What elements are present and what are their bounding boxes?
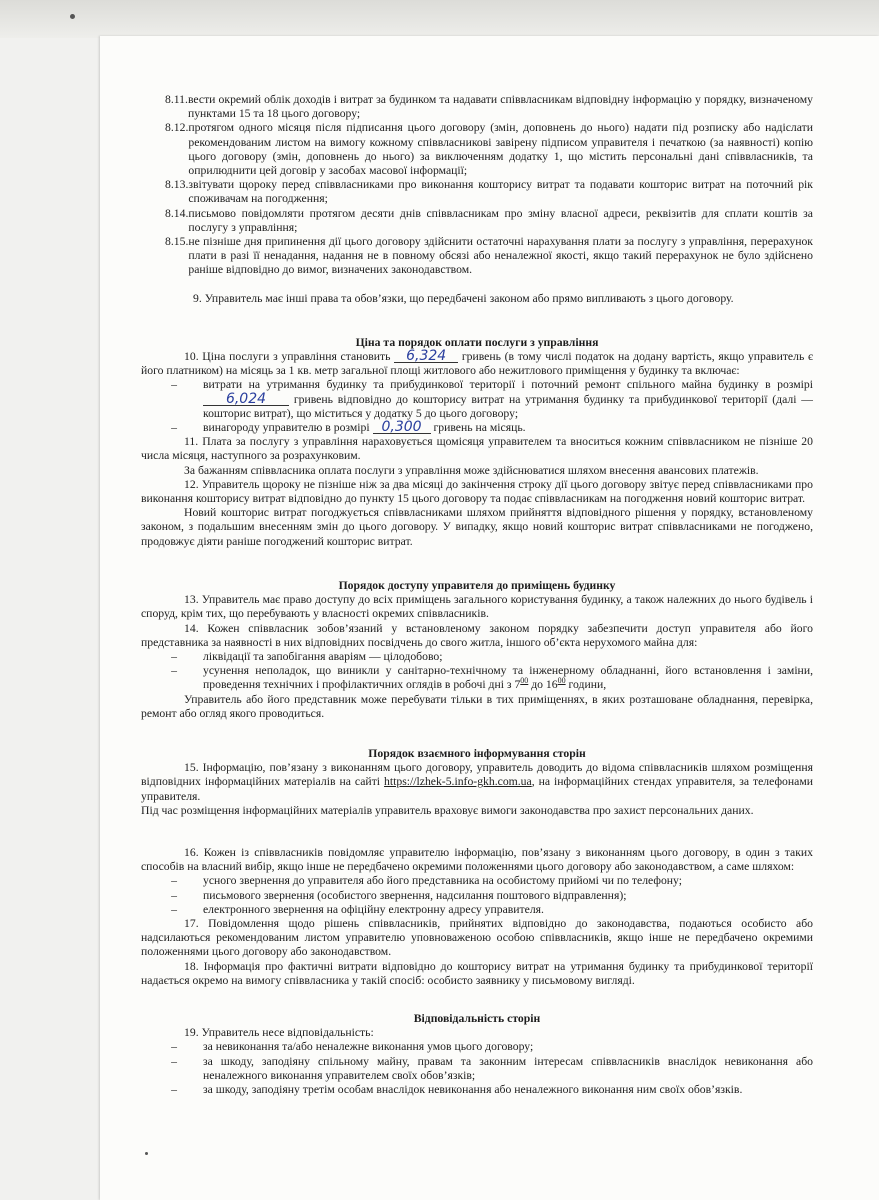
scan-speck (70, 14, 75, 19)
clause-15 (141, 761, 813, 804)
clause-text: протягом одного місяця після підписання цього договору (змін, доповнень до нього) надати під розписку або надіслати рекомендованим листом на вимогу кожному співвласникові завірену підписом управителя і печаткою (за наявності) копію цього договору (змін, доповнень до нього) за виключенням додатку 1, що містить персональні дані співвласників, та оприлюднити цей договір у засобах масової інформації; (188, 121, 813, 178)
clause-11-advance: За бажанням співвласника оплата послуги з управління може здійснюватися шляхом внесення авансових платежів. (184, 463, 759, 477)
clause-number: 8.11. (165, 93, 188, 106)
clause-8-13 (141, 178, 813, 206)
scan-speck (145, 1152, 148, 1155)
document-text (141, 93, 813, 1097)
list-item-text: за шкоду, заподіяну спільному майну, правам та законним інтересам співвласників внаслідок невиконання або неналежного виконання управителем своїх обов’язків; (203, 1054, 813, 1082)
clause-10-text-a: 10. Ціна послуги з управління становить (184, 350, 395, 364)
clause-19-list (141, 1040, 813, 1097)
clause-text: письмово повідомляти протягом десяти днів співвласникам про зміну власної адреси, реквізитів для сплати коштів за послугу з управління; (188, 206, 813, 234)
clause-18: 18. Інформація про фактичні витрати відповідно до кошторису витрат на утримання будинку та прибудинкової території надається окремо на вимогу співвласника у такій спосіб: особисто заявнику у письмовому вигляді. (141, 959, 813, 987)
clause-12: 12. Управитель щороку не пізніше ніж за два місяці до закінчення строку дії цього договору звітує перед співвласниками про виконання кошторису витрат відповідно до пункту 15 цього договору та подає співвласникам на погодження новий кошторис витрат. (141, 477, 813, 506)
clause-17: 17. Повідомлення щодо рішень співвласників, прийнятих відповідно до законодавства, подаються особисто або надсилаються рекомендованим листом управителю уповноваженою особою співвласників, якщо інше не передбачено окремими положеннями цього договору або законодавством. (141, 916, 813, 959)
list-item-text: години, (565, 678, 607, 692)
clause-14-representative: Управитель або його представник може перебувати тільки в тих приміщеннях, в яких розташоване обладнання, перевірка, ремонт або огляд якого проводиться. (141, 692, 813, 720)
scan-background (0, 0, 879, 38)
list-item-text: винагороду управителю в розмірі (203, 421, 373, 435)
clause-14-list (141, 650, 813, 693)
clause-8-15 (141, 235, 813, 278)
list-item-text: електронного звернення на офіційну електронну адресу управителя. (203, 902, 544, 916)
list-item-text: ліквідації та запобігання аваріям — цілодобово; (203, 649, 443, 663)
list-item: – електронного звернення на офіційну електронну адресу управителя. (141, 903, 813, 917)
clause-19: 19. Управитель несе відповідальність: (184, 1026, 374, 1040)
list-item-text: письмового звернення (особистого звернення, надсилання поштового відправлення); (203, 888, 627, 902)
list-item-text: до 16 (528, 678, 558, 692)
clause-16: 16. Кожен із співвласників повідомляє управителю інформацію, пов’язану з виконанням цього договору, в один з таких способів на власний вибір, якщо інше не передбачено окремими положеннями цього договору або законодавством, а саме шляхом: (141, 845, 813, 874)
website-link[interactable]: https://lzhek-5.info-gkh.com.ua (384, 775, 532, 789)
list-item: – усного звернення до управителя або його представника на особистому прийомі чи по телефону; (141, 874, 813, 888)
clause-16-list (141, 874, 813, 917)
clause-number: 8.15. (165, 235, 189, 249)
section-heading-info: Порядок взаємного інформування сторін (368, 746, 586, 760)
list-item: – усунення неполадок, що виникли у санітарно-технічному та інженерному обладнанні, його встановлення і заміни, проведення технічних і профілактичних оглядів в робочі дні з $7^{00}$ до $16^{00}$ години, (171, 664, 813, 692)
clause-11: 11. Плата за послугу з управління нараховується щомісяця управителем та вноситься кожним співвласником не пізніше 20 числа місяця, наступного за розрахунковим. (141, 435, 813, 463)
list-item: – за шкоду, заподіяну спільному майну, правам та законним інтересам співвласників внаслідок невиконання або неналежного виконання управителем своїх обов’язків; (171, 1054, 813, 1082)
clause-12-new-budget: Новий кошторис витрат погоджується співвласниками шляхом прийняття відповідного рішення у порядку, встановленому законом, з подальшим внесенням змін до цього договору. У випадку, якщо новий кошторис витрат співвласниками не погоджено, продовжує діяти раніше погоджений кошторис витрат. (141, 506, 813, 548)
clause-13: 13. Управитель має право доступу до всіх приміщень загального користування будинку, а також належних до нього будівель і споруд, крім тих, що перебувають у власності окремих співвласників. (141, 593, 813, 621)
clause-number: 8.13. (165, 178, 189, 192)
clause-14: 14. Кожен співвласник зобов’язаний у встановленому законом порядку забезпечити доступ управителя або його представника за наявності в них відповідних посвідчень до свого житла, іншого об’єкта нерухомого майна для: (141, 621, 813, 649)
clause-8-14 (141, 207, 813, 235)
clause-15-text-a: 15. Інформацію, пов’язану з виконанням цього договору, управитель доводить до відома співвласників шляхом розміщення відповідних інформаційних матеріалів на сайті (141, 761, 813, 789)
clause-number: 8.14. (165, 206, 189, 220)
section-heading-price: Ціна та порядок оплати послуги з управління (355, 335, 599, 349)
clause-15-privacy: Під час розміщення інформаційних матеріалів управитель враховує вимоги законодавства про захист персональних даних. (141, 803, 754, 817)
clause-15-text-b: , на інформаційних стендах управителя, за телефонами управителя. (141, 775, 813, 803)
list-item-text: гривень відповідно до кошторису витрат на утримання будинку та прибудинкової території (далі — кошторис витрат), що міститься у додатку 5 до цього договору; (203, 392, 813, 420)
list-item: – винагороду управителю в розмірі 0,300 гривень на місяць. (171, 419, 526, 436)
clause-text: вести окремий облік доходів і витрат за будинком та надавати співвласникам відповідну інформацію у порядку, визначеному пунктами 15 та 18 цього договору; (187, 93, 813, 121)
price-handwritten-field: 6,324 (394, 350, 458, 363)
clause-text: звітувати щороку перед співвласниками про виконання кошторису витрат та подавати кошторис витрат на поточний рік споживачам на погодження; (188, 178, 813, 206)
clause-8-12 (141, 121, 813, 178)
clause-text: не пізніше дня припинення дії цього договору здійснити остаточні нарахування плати за послугу з управління, перерахунок плати в разі її ненадання, надання не в повному обсязі або неналежної якості, якщо такий перерахунок не було здійснено раніше відповідно до вимог, визначених законодавством. (188, 235, 813, 277)
list-item-text: усунення неполадок, що виникли у санітарно-технічному та інженерному обладнанні, його встановлення і заміни, проведення технічних і профілактичних оглядів в робочі дні з 7 (203, 664, 813, 692)
list-item-text: за шкоду, заподіяну третім особам внаслідок невиконання або неналежного виконання ним своїх обов’язків. (203, 1082, 743, 1096)
section-heading-responsibility: Відповідальність сторін (413, 1011, 541, 1025)
clause-number: 8.12. (165, 121, 189, 135)
reward-handwritten-field: 0,300 (373, 421, 431, 434)
list-item: – ліквідації та запобігання аваріям — цілодобово; (141, 650, 813, 664)
clause-10 (141, 350, 813, 378)
list-item: – за невиконання та/або неналежне виконання умов цього договору; (141, 1040, 813, 1054)
section-heading-access: Порядок доступу управителя до приміщень будинку (338, 578, 616, 592)
clause-8-11 (141, 93, 813, 121)
list-item-text: за невиконання та/або неналежне виконання умов цього договору; (203, 1040, 534, 1054)
list-item: – витрати на утримання будинку та прибудинкової території і поточний ремонт спільного майна будинку в розмірі 6,024 гривень відповідно до кошторису витрат на утримання будинку та прибудинкової території (далі — кошторис витрат), що міститься у додатку 5 до цього договору; (171, 378, 813, 420)
upkeep-handwritten-field: 6,024 (203, 393, 289, 406)
list-item: – за шкоду, заподіяну третім особам внаслідок невиконання або неналежного виконання ним своїх обов’язків. (141, 1083, 813, 1097)
list-item-text: витрати на утримання будинку та прибудинкової території і поточний ремонт спільного майна будинку в розмірі (203, 378, 813, 392)
list-item: – письмового звернення (особистого звернення, надсилання поштового відправлення); (141, 889, 813, 903)
list-item-text: гривень на місяць. (430, 421, 526, 435)
clause-10-text-b: гривень (в тому числі податок на додану вартість, якщо управитель є його платником) на місяць за 1 кв. метр загальної площі житлового або нежитлового приміщення у будинку та включає: (141, 350, 813, 378)
time-superscript: 00 (557, 676, 566, 686)
time-superscript: 00 (520, 676, 529, 686)
clause-10-list (141, 378, 813, 435)
list-item-text: усного звернення до управителя або його представника на особистому прийомі чи по телефону; (203, 874, 682, 888)
clause-9: 9. Управитель має інші права та обов’язки, що передбачені законом або прямо випливають з цього договору. (193, 291, 734, 305)
